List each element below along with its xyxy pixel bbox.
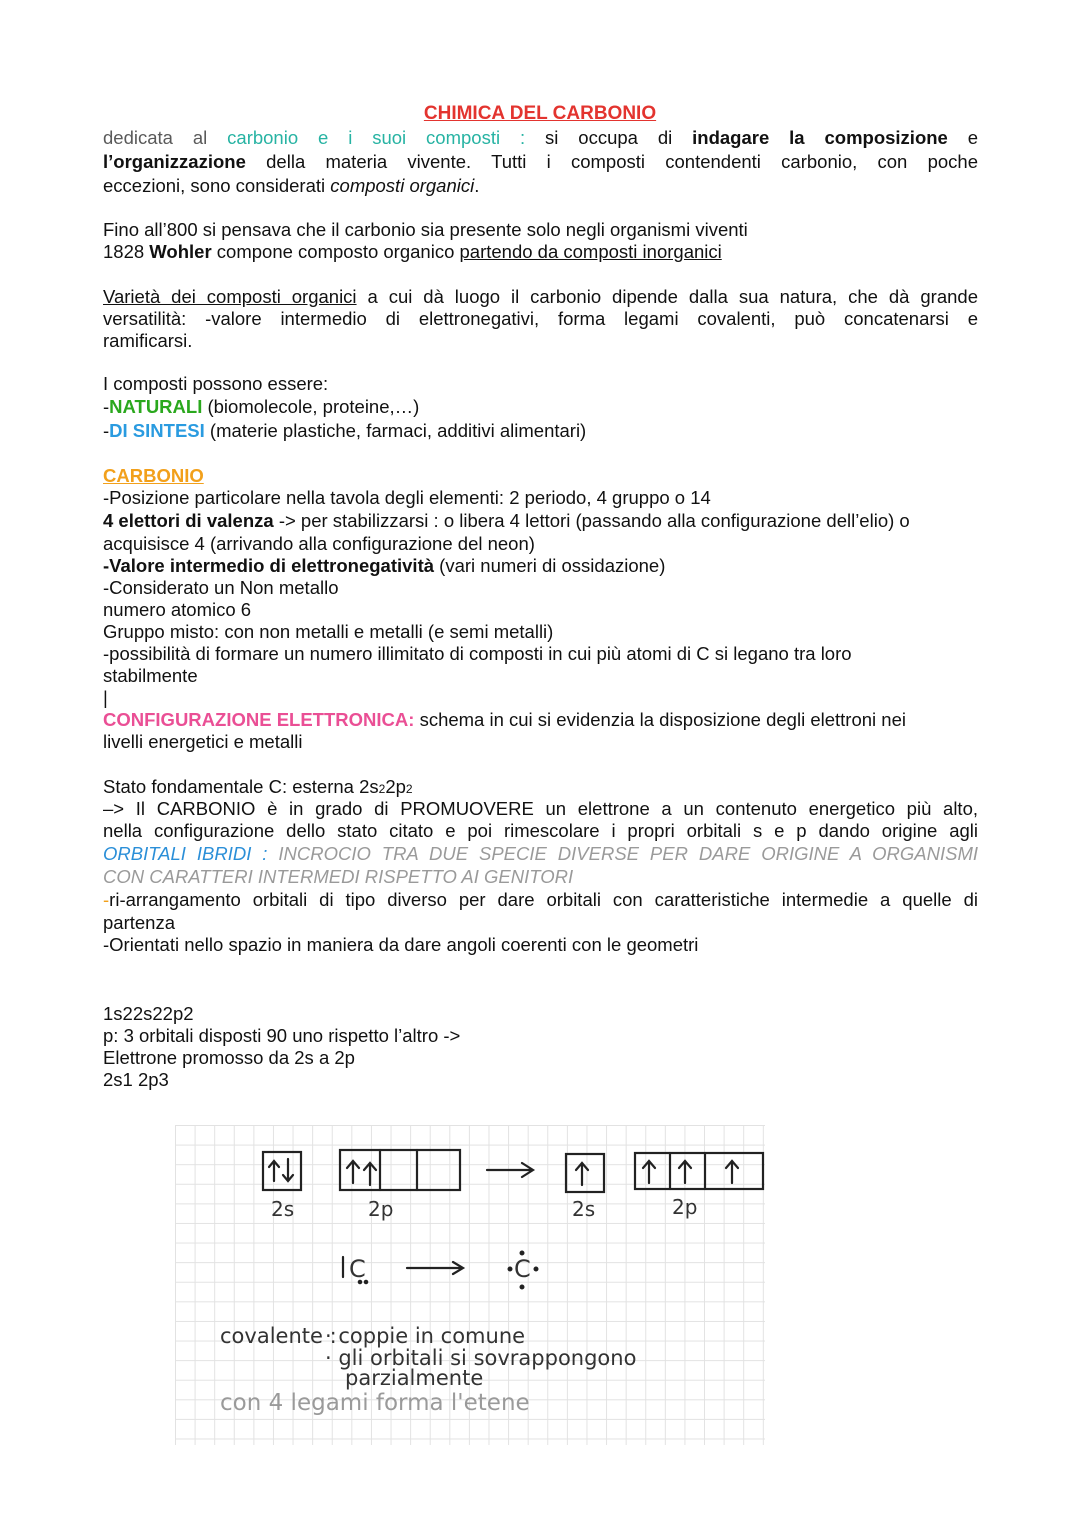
orbitals-line-1: 1s22s22p2 [103, 1003, 194, 1024]
types-sintesi: -DI SINTESI (materie plastiche, farmaci, additivi alimentari) [103, 420, 587, 441]
varieta-line-2: versatilità: -valore intermedio di elettronegativi, forma legami covalenti, può concatenarsi e [103, 308, 978, 329]
covalente-bullet-3: parzialmente [345, 1366, 484, 1390]
stato-line-1: Stato fondamentale C: esterna 2s22p2 [103, 776, 413, 797]
page-title: CHIMICA DEL CARBONIO [423, 103, 657, 124]
stato-line-4: ORBITALI IBRIDI : INCROCIO TRA DUE SPECIE DIVERSE PER DARE ORIGINE A ORGANISMI [103, 843, 979, 864]
history-line-1: Fino all’800 si pensava che il carbonio sia presente solo negli organismi viventi [103, 219, 748, 240]
carbonio-line-7: Gruppo misto: con non metalli e metalli (e semi metalli) [103, 621, 554, 642]
label-2s-excited: 2s [572, 1197, 596, 1221]
orbitals-line-4: 2s1 2p3 [103, 1069, 169, 1090]
carbonio-line-1: -Posizione particolare nella tavola degli elementi: 2 periodo, 4 gruppo o 14 [103, 487, 711, 508]
carbonio-line-6: numero atomico 6 [103, 599, 252, 620]
carbonio-line-5: -Considerato un Non metallo [103, 577, 339, 598]
covalente-label: covalente : [220, 1324, 337, 1348]
stato-line-6: -ri-arrangamento orbitali di tipo diverso per dare orbitali con caratteristiche intermedie a quelle di [103, 889, 978, 910]
etene-note: con 4 legami forma l'etene [220, 1390, 530, 1416]
intro-line-1: dedicata al carbonio e i suoi composti : si occupa di indagare la composizione e [103, 127, 979, 148]
varieta-line-3: ramificarsi. [103, 330, 193, 351]
orbital-boxes-2p-excited [635, 1153, 763, 1189]
history-line-2: 1828 Wohler compone composto organico partendo da composti inorganici [103, 241, 722, 262]
covalente-bullet-1: · coppie in comune [325, 1324, 526, 1348]
carbon-symbol-right: C [514, 1255, 531, 1283]
label-2p-excited: 2p [672, 1195, 698, 1219]
carbonio-line-4: -Valore intermedio di elettronegatività (vari numeri di ossidazione) [103, 555, 666, 576]
types-intro: I composti possono essere: [103, 373, 329, 394]
orbital-box-2s-excited [566, 1154, 604, 1192]
label-2p-ground: 2p [368, 1197, 394, 1221]
stato-line-2: –> Il CARBONIO è in grado di PROMUOVERE un elettrone a un contenuto energetico più alto, [103, 798, 979, 819]
orbital-box-2s-ground [263, 1152, 301, 1190]
carbon-symbol-left: C [349, 1255, 366, 1283]
stato-line-7: partenza [103, 912, 175, 933]
covalente-bullet-2: · gli orbitali si sovrappongono [325, 1346, 637, 1370]
varieta-line-1: Varietà dei composti organici a cui dà luogo il carbonio dipende dalla sua natura, che dà grande [103, 286, 978, 307]
orbitals-line-3: Elettrone promosso da 2s a 2p [103, 1047, 355, 1068]
handwritten-sketch [175, 1125, 765, 1445]
stato-line-8: -Orientati nello spazio in maniera da dare angoli coerenti con le geometri [103, 934, 699, 955]
carbonio-heading: CARBONIO [103, 465, 204, 486]
stato-line-5: CON CARATTERI INTERMEDI RISPETTO AI GENITORI [103, 866, 574, 887]
orbital-boxes-2p-ground [340, 1150, 460, 1190]
orbitals-line-2: p: 3 orbitali disposti 90 uno rispetto l’altro -> [103, 1025, 461, 1046]
intro-line-2: l’organizzazione della materia vivente. Tutti i composti contendenti carbonio, con poche [103, 151, 978, 172]
config-line-2: livelli energetici e metalli [103, 731, 303, 752]
label-2s-ground: 2s [271, 1197, 295, 1221]
types-naturali: -NATURALI (biomolecole, proteine,…) [103, 396, 420, 417]
carbonio-line-10: | [103, 687, 108, 708]
carbonio-line-9: stabilmente [103, 665, 198, 686]
stato-line-3: nella configurazione dello stato citato e poi rimescolare i propri orbitali s e p dando origine agli [103, 820, 978, 841]
carbonio-line-3: acquisisce 4 (arrivando alla configurazione del neon) [103, 533, 535, 554]
config-line-1: CONFIGURAZIONE ELETTRONICA: schema in cui si evidenzia la disposizione degli elettroni nei [103, 709, 906, 730]
intro-line-3: eccezioni, sono considerati composti organici. [103, 175, 480, 196]
carbonio-line-2: 4 elettori di valenza -> per stabilizzarsi : o libera 4 lettori (passando alla configurazione dell’elio) o [103, 510, 910, 531]
carbonio-line-8: -possibilità di formare un numero illimitato di composti in cui più atomi di C si legano tra loro [103, 643, 852, 664]
